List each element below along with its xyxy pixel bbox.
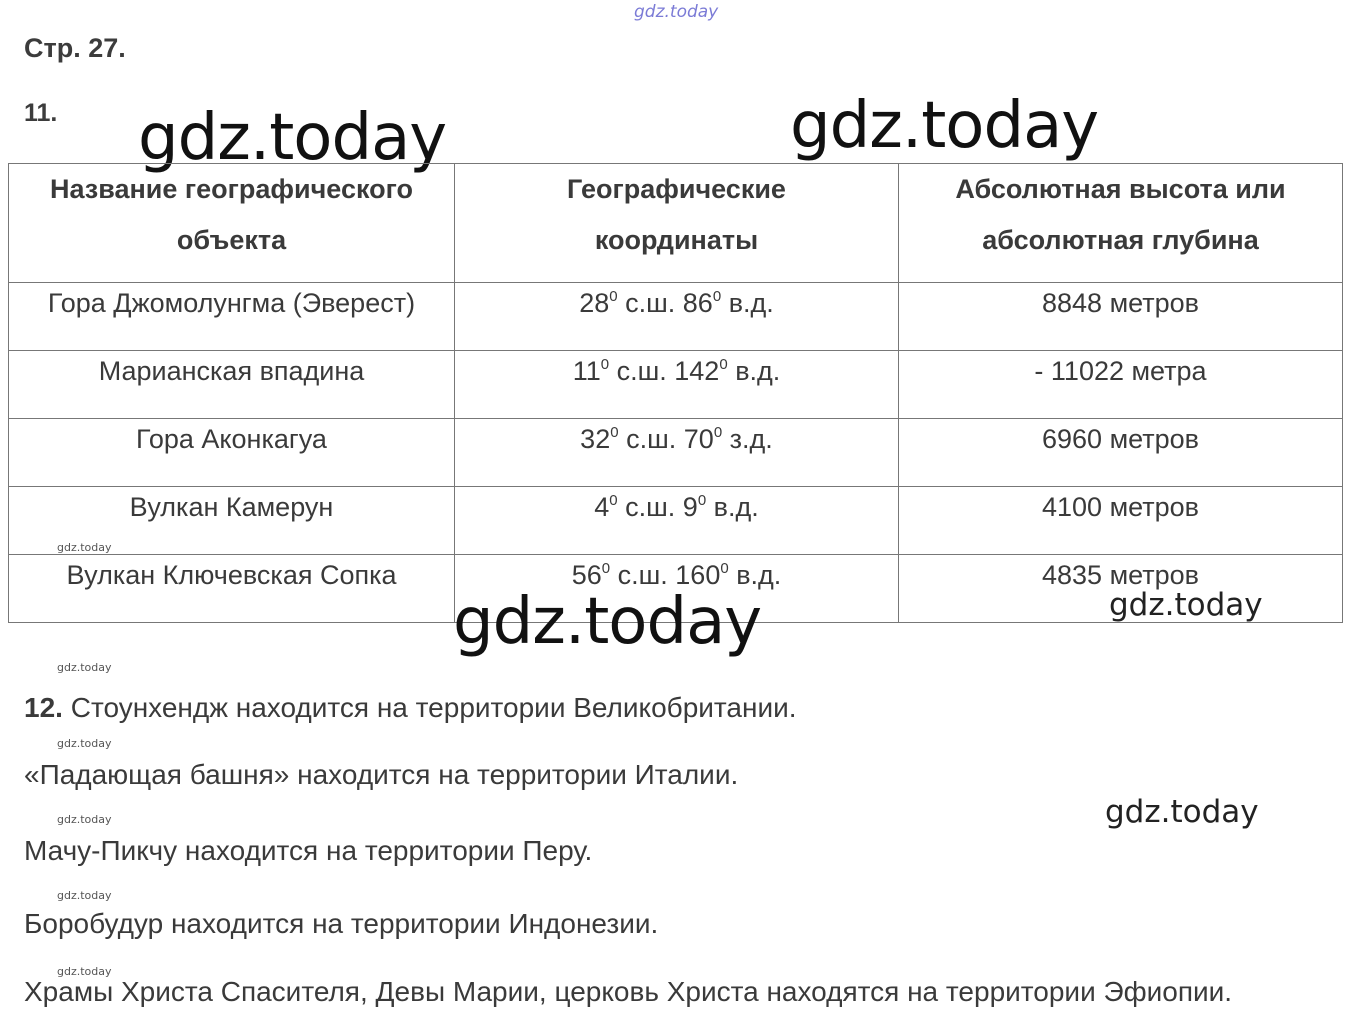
- header-name: Название географического объекта: [9, 164, 455, 283]
- object-name-cell: Вулкан Камерун: [9, 487, 455, 555]
- watermark-small-6: gdz.today: [57, 965, 112, 978]
- header-height: Абсолютная высота или абсолютная глубина: [899, 164, 1343, 283]
- watermark-large-3: gdz.today: [453, 585, 762, 659]
- height-cell: 4835 метров: [899, 555, 1343, 623]
- height-cell: 4100 метров: [899, 487, 1343, 555]
- table-row: [9, 351, 1343, 419]
- height-cell: 6960 метров: [899, 419, 1343, 487]
- watermark-small-3: gdz.today: [57, 737, 112, 750]
- watermark-mid-1: gdz.today: [1105, 590, 1267, 621]
- answer-line: Мачу-Пикчу находится на территории Перу.: [24, 835, 593, 866]
- coordinates-cell: $11^0$ с.ш. $142^0$ в.д.: [455, 351, 899, 419]
- watermark-top: gdz.today: [634, 2, 719, 22]
- table-row: [9, 283, 1343, 351]
- object-name-cell: Марианская впадина: [9, 351, 455, 419]
- coordinates-cell: $4^0$ с.ш. $9^0$ в.д.: [455, 487, 899, 555]
- task-12-number: 12.: [24, 692, 63, 723]
- answer-line: Боробудур находится на территории Индонезии.: [24, 908, 659, 939]
- watermark-small-5: gdz.today: [57, 889, 112, 902]
- height-cell: - 11022 метра: [899, 351, 1343, 419]
- answer-line: «Падающая башня» находится на территории Италии.: [24, 759, 739, 790]
- geo-objects-table: [8, 163, 1343, 623]
- page-label: Стр. 27.: [24, 33, 126, 63]
- watermark-large-2: gdz.today: [790, 89, 1099, 163]
- header-coordinates: Географические координаты: [455, 164, 899, 283]
- watermark-small-2: gdz.today: [57, 661, 112, 674]
- coordinates-cell: $32^0$ с.ш. $70^0$ з.д.: [455, 419, 899, 487]
- watermark-small-4: gdz.today: [57, 813, 112, 826]
- coordinates-cell: $28^0$ с.ш. $86^0$ в.д.: [455, 283, 899, 351]
- watermark-small-1: gdz.today: [57, 541, 112, 554]
- table-header-row: [9, 164, 1343, 283]
- watermark-large-1: gdz.today: [138, 101, 447, 175]
- table-row: [9, 487, 1343, 555]
- watermark-mid-2: gdz.today: [1105, 794, 1259, 830]
- answer-line: Храмы Христа Спасителя, Девы Марии, церковь Христа находятся на территории Эфиопии.: [24, 976, 1233, 1007]
- task-11-label: 11.: [24, 99, 58, 127]
- object-name-cell: Вулкан Ключевская Сопка: [9, 555, 455, 623]
- object-name-cell: Гора Аконкагуа: [9, 419, 455, 487]
- height-cell: 8848 метров: [899, 283, 1343, 351]
- coordinates-cell: $56^0$ с.ш. $160^0$ в.д.: [455, 555, 899, 623]
- answer-line: 12. Стоунхендж находится на территории Великобритании.: [24, 692, 797, 723]
- object-name-cell: Гора Джомолунгма (Эверест): [9, 283, 455, 351]
- table-row: [9, 419, 1343, 487]
